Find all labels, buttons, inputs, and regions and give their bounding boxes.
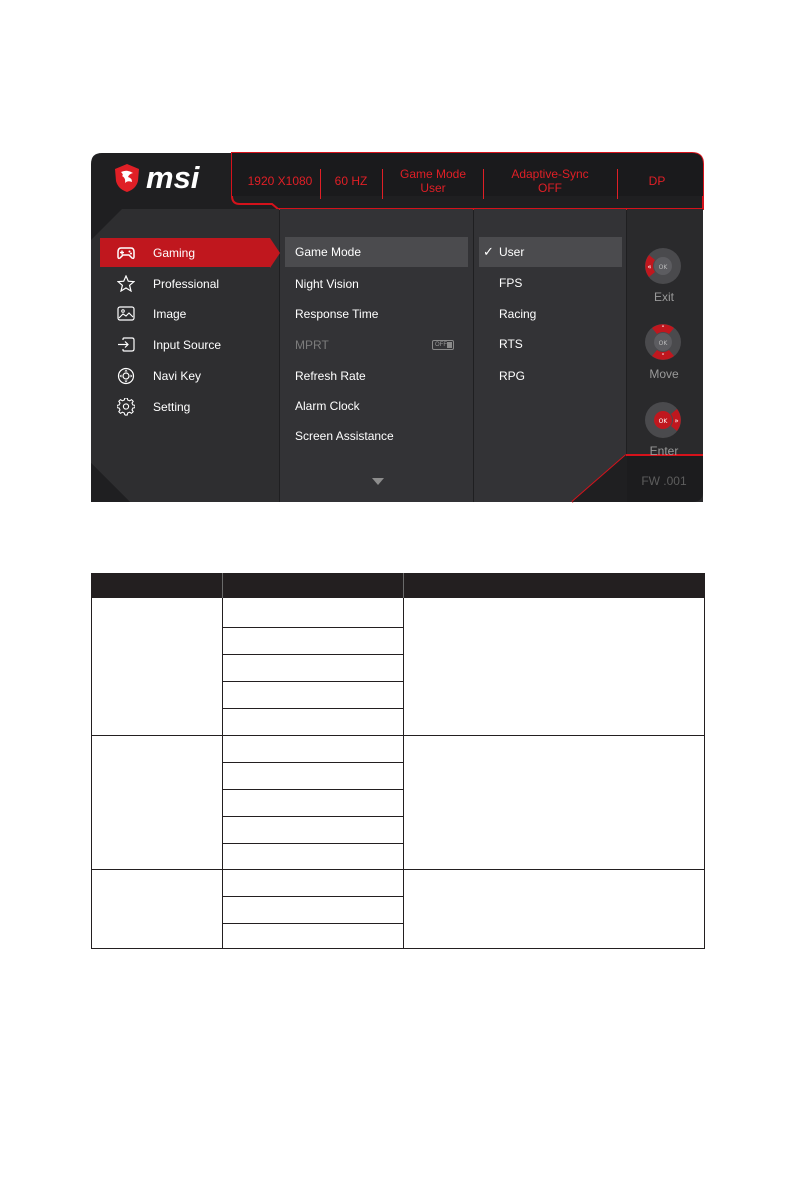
- svg-text:OK: OK: [658, 340, 668, 347]
- menu-item-professional[interactable]: Professional: [100, 269, 270, 298]
- option-user[interactable]: ✓ User: [479, 237, 622, 267]
- menu-item-gaming[interactable]: Gaming: [100, 238, 270, 267]
- menu-item-image[interactable]: Image: [100, 299, 270, 328]
- table-header: [91, 573, 705, 598]
- option-racing[interactable]: Racing: [499, 307, 537, 321]
- svg-text:»: »: [674, 417, 679, 425]
- gamepad-icon: [116, 243, 136, 263]
- table-border: [91, 573, 92, 949]
- enter-joystick-icon: [643, 400, 683, 440]
- menu-item-navi-key[interactable]: Navi Key: [100, 361, 270, 390]
- refresh-status: 60 HZ: [334, 174, 368, 188]
- scroll-down-arrow-icon[interactable]: [372, 478, 384, 485]
- header-divider: [222, 573, 223, 598]
- submenu-item-refresh-rate[interactable]: Refresh Rate: [295, 369, 366, 383]
- star-icon: [116, 274, 136, 294]
- submenu-item-game-mode[interactable]: Game Mode: [285, 237, 468, 267]
- input-source-icon: [116, 335, 136, 355]
- table-row: [222, 789, 404, 790]
- checkmark-icon: ✓: [483, 244, 494, 259]
- submenu-item-alarm-clock[interactable]: Alarm Clock: [295, 399, 360, 413]
- svg-text:˅: ˅: [661, 353, 665, 361]
- move-joystick-icon: [643, 322, 683, 362]
- enter-label: Enter: [649, 444, 679, 458]
- table-row: [222, 627, 404, 628]
- table-row: [222, 708, 404, 709]
- table-border: [91, 948, 705, 949]
- adaptive-sync-status: Adaptive-Sync OFF: [511, 167, 589, 195]
- table-row: [222, 681, 404, 682]
- status-divider: [320, 169, 321, 199]
- table-row: [222, 654, 404, 655]
- firmware-version: FW .001: [641, 474, 687, 488]
- submenu-item-screen-assistance[interactable]: Screen Assistance: [295, 429, 394, 443]
- exit-joystick-icon: [643, 246, 683, 286]
- dragon-shield-icon: [114, 163, 140, 193]
- menu-item-setting[interactable]: Setting: [100, 392, 270, 421]
- header-divider: [403, 573, 404, 598]
- resolution-status: 1920 X1080: [247, 174, 313, 188]
- svg-text:OK: OK: [658, 418, 668, 425]
- exit-label: Exit: [653, 290, 674, 304]
- osd-menu: [90, 152, 704, 503]
- submenu-item-mprt: MPRT OFF: [285, 330, 468, 360]
- submenu-item-response-time[interactable]: Response Time: [295, 307, 379, 321]
- navi-key-icon: [116, 366, 136, 386]
- image-icon: [116, 304, 136, 324]
- table-row: [222, 816, 404, 817]
- status-divider: [382, 169, 383, 199]
- settings-table: [91, 573, 705, 949]
- move-label: Move: [649, 367, 679, 381]
- table-border: [704, 573, 705, 949]
- option-fps[interactable]: FPS: [499, 276, 523, 290]
- gear-icon: [116, 397, 136, 417]
- group-divider: [91, 869, 705, 870]
- mprt-toggle: OFF: [432, 340, 454, 350]
- active-menu-pointer: [270, 238, 280, 268]
- menu-item-input-source[interactable]: Input Source: [100, 330, 270, 359]
- svg-text:˄: ˄: [661, 325, 665, 333]
- option-rts[interactable]: RTS: [499, 337, 523, 351]
- table-row: [222, 843, 404, 844]
- submenu-item-night-vision[interactable]: Night Vision: [295, 277, 359, 291]
- game-mode-status: Game Mode User: [399, 167, 467, 195]
- table-row: [222, 762, 404, 763]
- table-row: [222, 923, 404, 924]
- status-divider: [483, 169, 484, 199]
- svg-text:OK: OK: [658, 264, 668, 271]
- status-divider: [617, 169, 618, 199]
- input-status: DP: [648, 174, 666, 188]
- svg-text:«: «: [647, 263, 652, 271]
- msi-logo: [114, 161, 199, 195]
- group-divider: [91, 735, 705, 736]
- brand-wordmark: msi: [146, 160, 200, 195]
- table-row: [222, 896, 404, 897]
- option-rpg[interactable]: RPG: [499, 369, 526, 383]
